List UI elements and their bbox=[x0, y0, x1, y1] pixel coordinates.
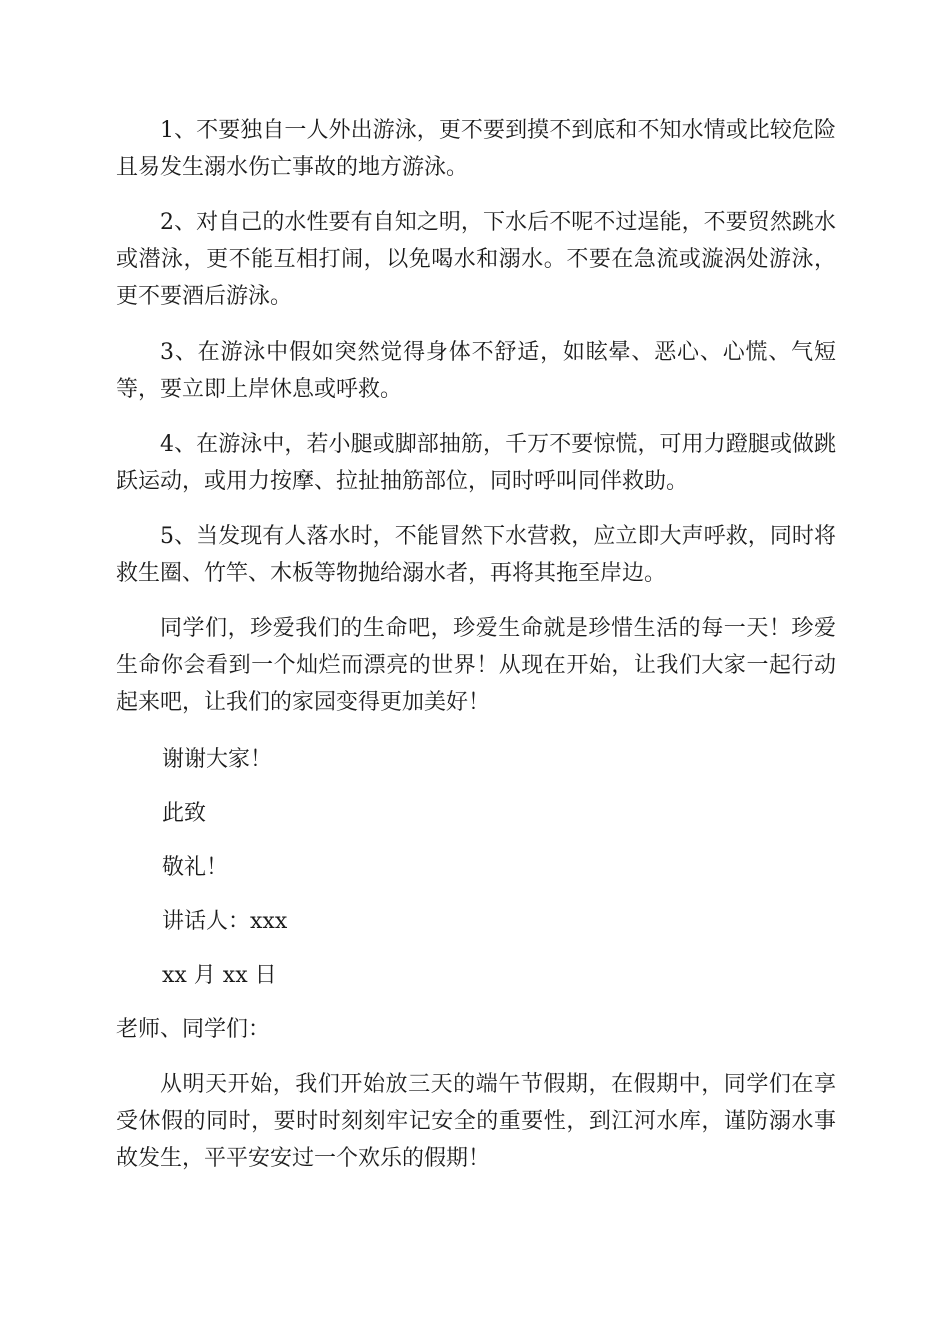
thanks-line: 谢谢大家！ bbox=[162, 747, 273, 772]
salutation-line-2: 敬礼！ bbox=[162, 855, 229, 880]
rule-paragraph-3: 3、在游泳中假如突然觉得身体不舒适，如眩晕、恶心、心慌、气短等，要立即上岸休息或呼救。 bbox=[116, 340, 836, 402]
rule-paragraph-2: 2、对自己的水性要有自知之明，下水后不呢不过逞能，不要贸然跳水或潜泳，更不能互相打闹，以免喝水和溺水。不要在急流或漩涡处游泳，更不要酒后游泳。 bbox=[116, 210, 836, 309]
speaker-line: 讲话人：xxx bbox=[162, 909, 288, 934]
date-line: xx 月 xx 日 bbox=[162, 963, 277, 988]
second-paragraph: 从明天开始，我们开始放三天的端午节假期，在假期中，同学们在享受休假的同时，要时时刻刻牢记安全的重要性，到江河水库，谨防溺水事故发生，平平安安过一个欢乐的假期！ bbox=[116, 1072, 836, 1171]
second-greeting: 老师、同学们： bbox=[116, 1017, 271, 1042]
rule-paragraph-4: 4、在游泳中，若小腿或脚部抽筋，千万不要惊慌，可用力蹬腿或做跳跃运动，或用力按摩、拉扯抽筋部位，同时呼叫同伴救助。 bbox=[116, 432, 836, 494]
rule-paragraph-1: 1、不要独自一人外出游泳，更不要到摸不到底和不知水情或比较危险且易发生溺水伤亡事故的地方游泳。 bbox=[116, 118, 836, 180]
rule-paragraph-5: 5、当发现有人落水时，不能冒然下水营救，应立即大声呼救，同时将救生圈、竹竿、木板等物抛给溺水者，再将其拖至岸边。 bbox=[116, 524, 836, 586]
salutation-line-1: 此致 bbox=[162, 801, 207, 826]
closing-paragraph: 同学们，珍爱我们的生命吧，珍爱生命就是珍惜生活的每一天！珍爱生命你会看到一个灿烂而漂亮的世界！从现在开始，让我们大家一起行动起来吧，让我们的家园变得更加美好！ bbox=[116, 616, 836, 715]
